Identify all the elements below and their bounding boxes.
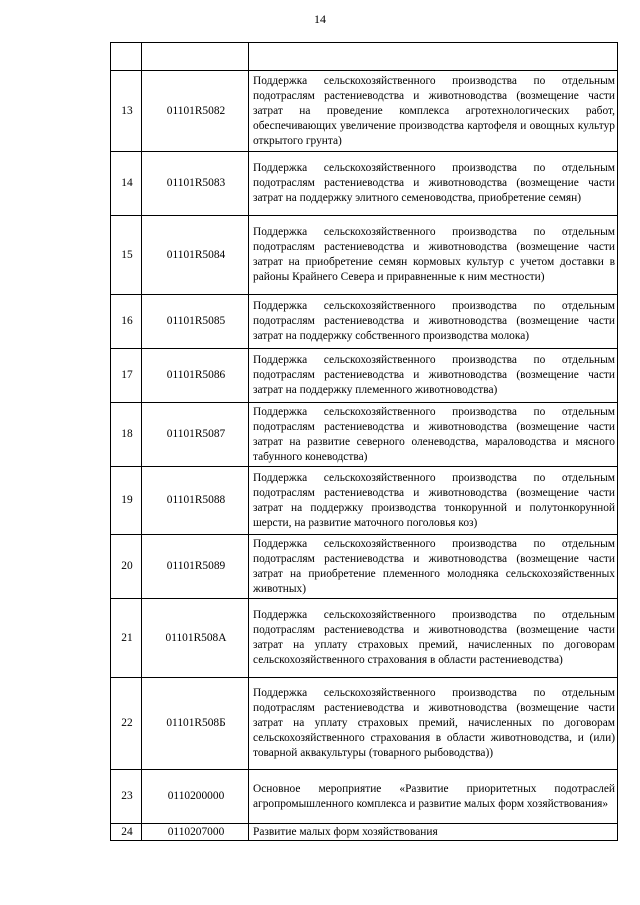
table-row [111, 43, 618, 71]
row-number: 21 [111, 599, 142, 678]
row-description: Поддержка сельскохозяйственного производства по отдельным подотраслям растениеводства и животноводства (возмещение части затрат на уплату страховых премий, начисленных по договорам сельскохозяйственного страхования в области животноводства, и (или) товарной аквакультуры (товарного рыбоводства)) [249, 678, 618, 770]
row-number [111, 43, 142, 71]
page-number: 14 [314, 12, 326, 26]
row-code: 0110207000 [142, 824, 249, 841]
table-row [111, 599, 618, 678]
row-code: 01101R5089 [142, 535, 249, 599]
row-number: 22 [111, 678, 142, 770]
row-number: 17 [111, 349, 142, 403]
table-row [111, 770, 618, 824]
row-description: Поддержка сельскохозяйственного производства по отдельным подотраслям растениеводства и животноводства (возмещение части затрат на поддержку собственного производства молока) [249, 295, 618, 349]
row-description: Поддержка сельскохозяйственного производства по отдельным подотраслям растениеводства и животноводства (возмещение части затрат на приобретение семян кормовых культур с учетом доставки в районы Крайнего Севера и приравненные к ним местности) [249, 216, 618, 295]
table-row [111, 824, 618, 841]
row-code: 01101R5082 [142, 71, 249, 152]
row-code: 01101R5084 [142, 216, 249, 295]
row-description: Поддержка сельскохозяйственного производства по отдельным подотраслям растениеводства и животноводства (возмещение части затрат на поддержку племенного животноводства) [249, 349, 618, 403]
row-code: 01101R508Б [142, 678, 249, 770]
row-code: 01101R5087 [142, 403, 249, 467]
row-description: Поддержка сельскохозяйственного производства по отдельным подотраслям растениеводства и животноводства (возмещение части затрат на уплату страховых премий, начисленных по договорам сельскохозяйственного страхования в области растениеводства) [249, 599, 618, 678]
table-row [111, 295, 618, 349]
row-code: 01101R5085 [142, 295, 249, 349]
table-row [111, 535, 618, 599]
row-description: Поддержка сельскохозяйственного производства по отдельным подотраслям растениеводства и животноводства (возмещение части затрат на развитие северного оленеводства, мараловодства и мясного табунного коневодства) [249, 403, 618, 467]
row-number: 24 [111, 824, 142, 841]
row-code: 01101R508А [142, 599, 249, 678]
table-row [111, 216, 618, 295]
row-code: 01101R5088 [142, 467, 249, 535]
table-row [111, 71, 618, 152]
row-code: 01101R5086 [142, 349, 249, 403]
row-description: Поддержка сельскохозяйственного производства по отдельным подотраслям растениеводства и животноводства (возмещение части затрат на проведение комплекса агротехнологических работ, обеспечивающих увеличение производства картофеля и овощных культур открытого грунта) [249, 71, 618, 152]
table-row [111, 349, 618, 403]
row-number: 19 [111, 467, 142, 535]
row-number: 16 [111, 295, 142, 349]
row-description: Поддержка сельскохозяйственного производства по отдельным подотраслям растениеводства и животноводства (возмещение части затрат на поддержку элитного семеноводства, приобретение семян) [249, 152, 618, 216]
budget-code-table [110, 42, 618, 841]
table-row [111, 467, 618, 535]
table-row [111, 678, 618, 770]
row-code: 01101R5083 [142, 152, 249, 216]
row-description: Развитие малых форм хозяйствования [249, 824, 618, 841]
row-number: 14 [111, 152, 142, 216]
row-code [142, 43, 249, 71]
row-number: 23 [111, 770, 142, 824]
row-description: Поддержка сельскохозяйственного производства по отдельным подотраслям растениеводства и животноводства (возмещение части затрат на поддержку производства тонкорунной и полутонкорунной шерсти, на развитие маточного поголовья коз) [249, 467, 618, 535]
table-row [111, 152, 618, 216]
row-number: 20 [111, 535, 142, 599]
row-number: 18 [111, 403, 142, 467]
row-number: 15 [111, 216, 142, 295]
row-description: Поддержка сельскохозяйственного производства по отдельным подотраслям растениеводства и животноводства (возмещение части затрат на приобретение племенного молодняка сельскохозяйственных животных) [249, 535, 618, 599]
row-description: Основное мероприятие «Развитие приоритетных подотраслей агропромышленного комплекса и развитие малых форм хозяйствования» [249, 770, 618, 824]
row-code: 0110200000 [142, 770, 249, 824]
row-description [249, 43, 618, 71]
row-number: 13 [111, 71, 142, 152]
table-row [111, 403, 618, 467]
